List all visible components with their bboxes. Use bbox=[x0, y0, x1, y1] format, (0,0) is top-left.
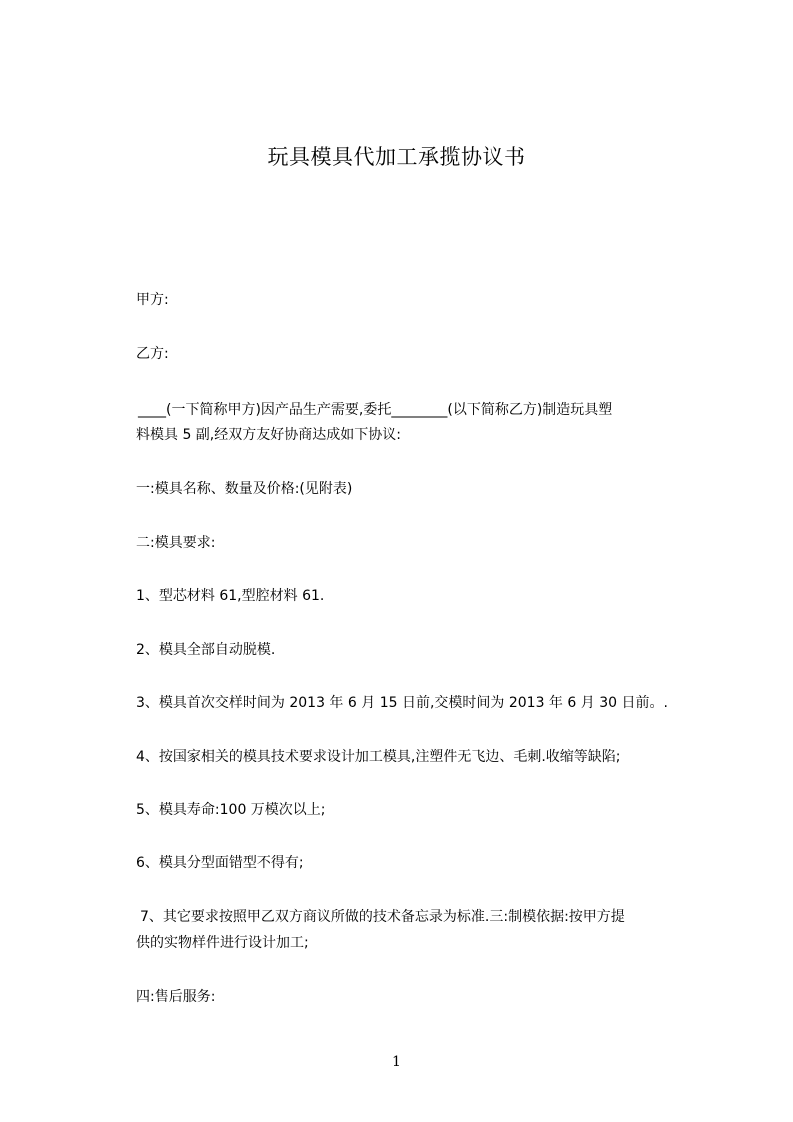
requirement-item-7-line1: 7、其它要求按照甲乙双方商议所做的技术备忘录为标准.三:制模依据:按甲方提 bbox=[140, 909, 625, 925]
requirement-item-2: 2、模具全部自动脱模. bbox=[136, 642, 276, 658]
requirement-item-1: 1、型芯材料 61,型腔材料 61. bbox=[136, 588, 325, 604]
requirement-item-5: 5、模具寿命:100 万模次以上; bbox=[136, 802, 326, 818]
party-b-label: 乙方: bbox=[136, 346, 169, 362]
document-title: 玩具模具代加工承揽协议书 bbox=[267, 145, 526, 169]
section-4-heading: 四:售后服务: bbox=[136, 989, 216, 1005]
requirement-item-7-line2: 供的实物样件进行设计加工; bbox=[136, 935, 309, 951]
section-1-heading: 一:模具名称、数量及价格:(见附表) bbox=[136, 481, 353, 497]
intro-paragraph-line1: ____(一下简称甲方)因产品生产需要,委托________(以下简称乙方)制造玩具塑 bbox=[138, 402, 613, 418]
requirement-item-4: 4、按国家相关的模具技术要求设计加工模具,注塑件无飞边、毛刺.收缩等缺陷; bbox=[136, 749, 621, 765]
requirement-item-3: 3、模具首次交样时间为 2013 年 6 月 15 日前,交模时间为 2013 年 6 月 30 日前。. bbox=[136, 695, 668, 711]
party-a-label: 甲方: bbox=[136, 292, 169, 308]
requirement-item-6: 6、模具分型面错型不得有; bbox=[136, 855, 304, 871]
page-number: 1 bbox=[392, 1054, 401, 1070]
intro-paragraph-line2: 料模具 5 副,经双方友好协商达成如下协议: bbox=[136, 427, 401, 443]
section-2-heading: 二:模具要求: bbox=[136, 535, 216, 551]
